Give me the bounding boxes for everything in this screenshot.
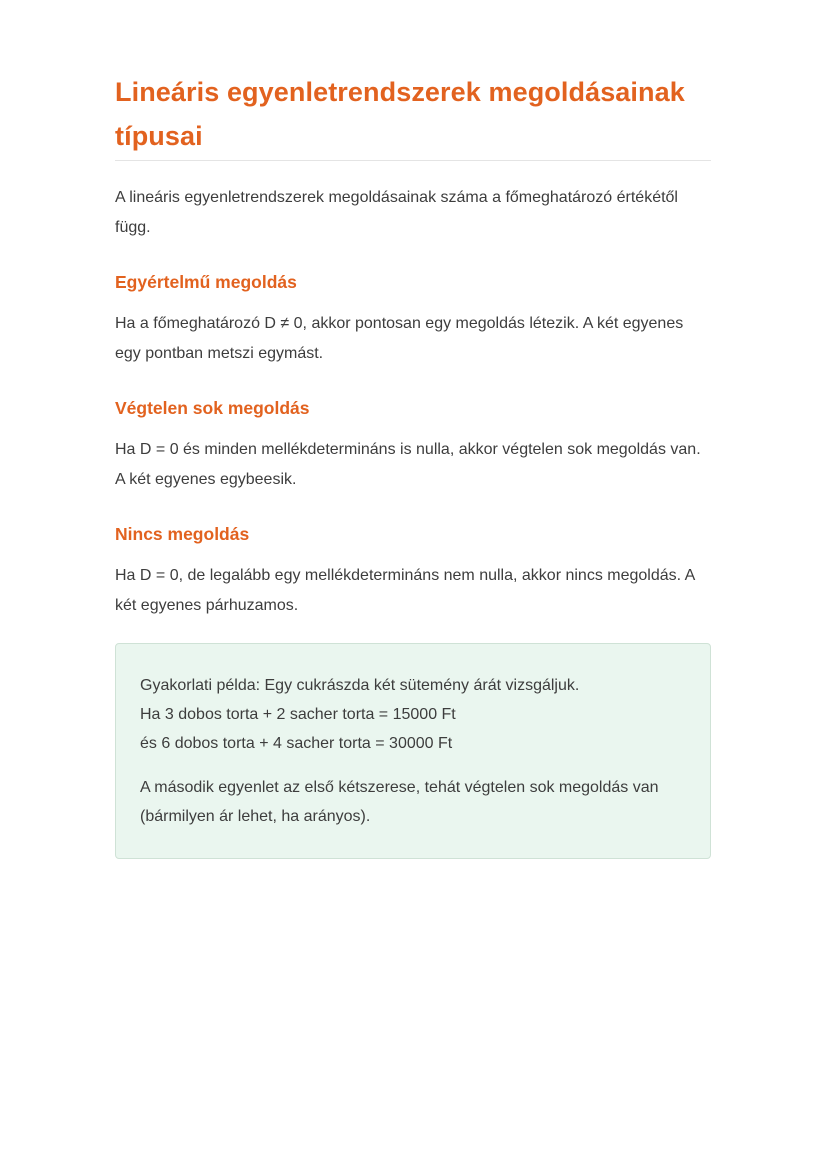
example-conclusion: A második egyenlet az első kétszerese, tehát végtelen sok megoldás van (bármilyen ár lehet, ha arányos). (140, 779, 659, 825)
example-callout-box (115, 643, 711, 859)
section-heading-infinite-solutions: Végtelen sok megoldás (115, 398, 310, 418)
section-body-no-solution: Ha D = 0, de legalább egy mellékdetermináns nem nulla, akkor nincs megoldás. A két egyenes párhuzamos. (115, 567, 695, 614)
section-heading-unique-solution: Egyértelmű megoldás (115, 272, 297, 292)
intro-paragraph: A lineáris egyenletrendszerek megoldásainak száma a főmeghatározó értékétől függ. (115, 189, 678, 236)
section-heading-no-solution: Nincs megoldás (115, 524, 250, 544)
example-line-equation-1: Ha 3 dobos torta + 2 sacher torta = 15000 Ft (140, 706, 456, 723)
title-divider (115, 160, 711, 161)
example-line-intro: Gyakorlati példa: Egy cukrászda két sütemény árát vizsgáljuk. (140, 677, 580, 694)
section-body-infinite-solutions: Ha D = 0 és minden mellékdetermináns is nulla, akkor végtelen sok megoldás van. A két egyenes egybeesik. (115, 441, 701, 488)
example-line-equation-2: és 6 dobos torta + 4 sacher torta = 30000 Ft (140, 735, 453, 752)
section-body-unique-solution: Ha a főmeghatározó D ≠ 0, akkor pontosan egy megoldás létezik. A két egyenes egy pontban metszi egymást. (115, 315, 684, 362)
page-title: Lineáris egyenletrendszerek megoldásainak típusai (115, 77, 685, 151)
